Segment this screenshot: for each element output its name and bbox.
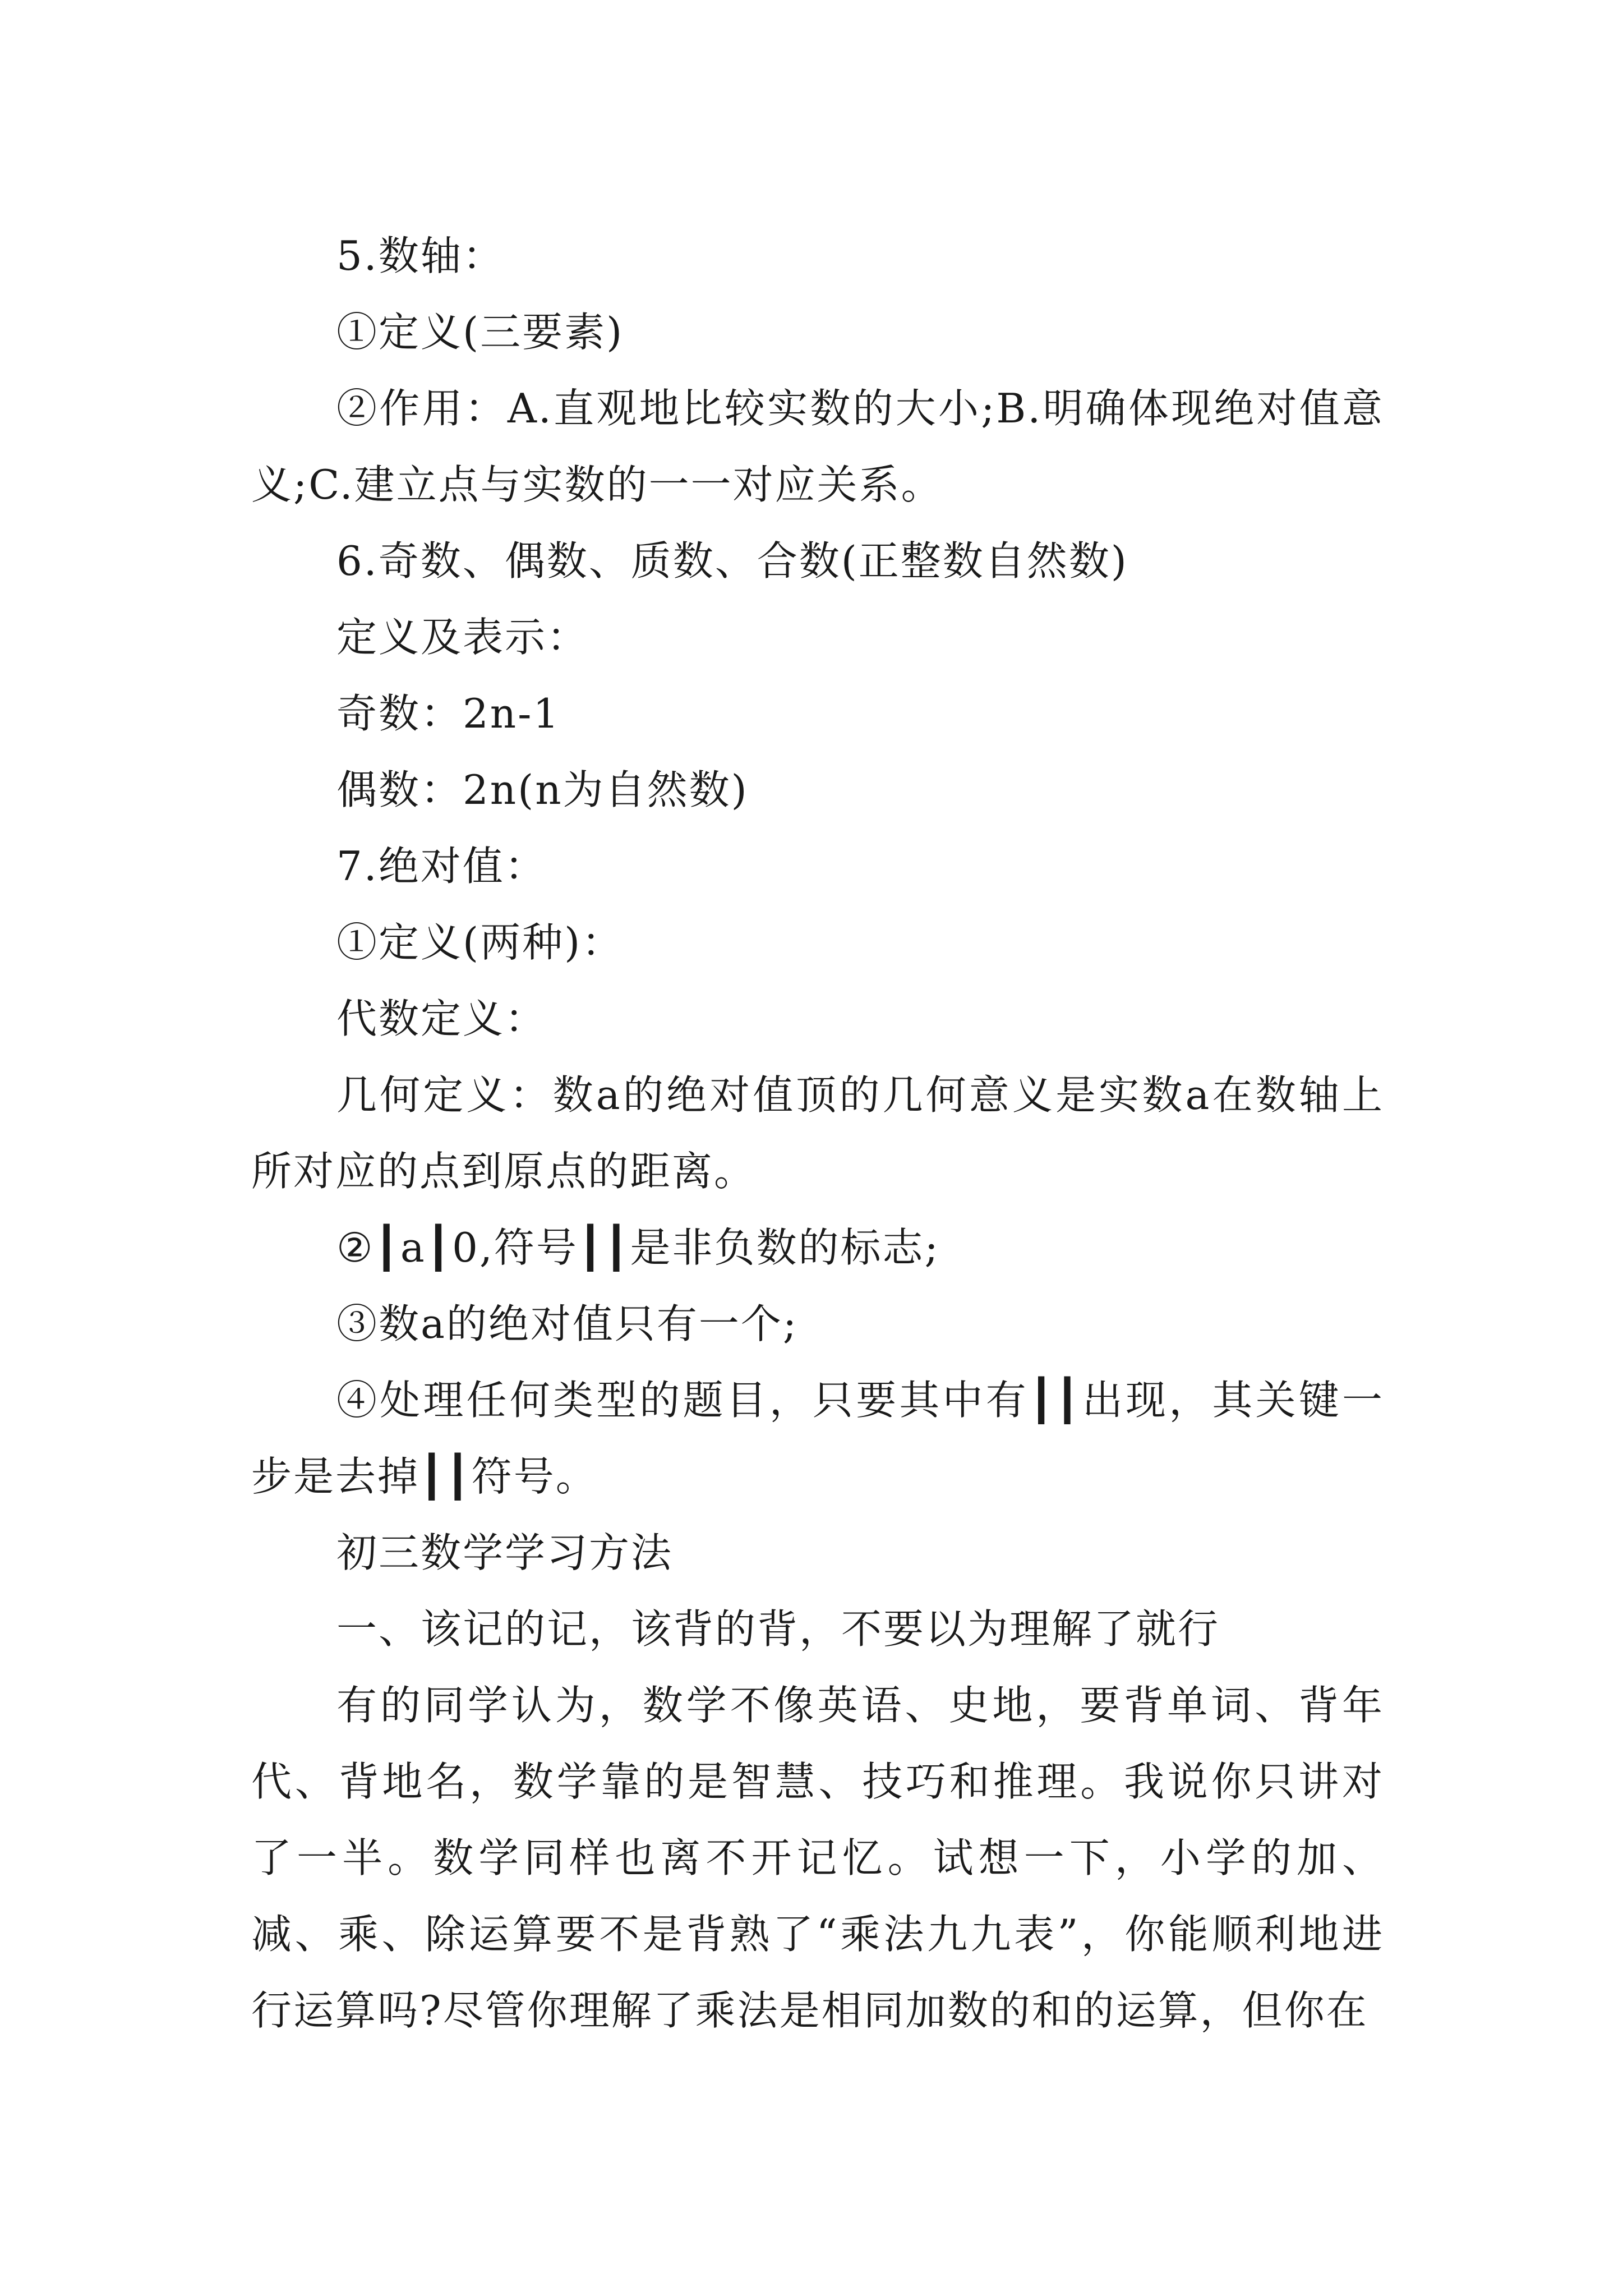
paragraph: ④处理任何类型的题目，只要其中有┃┃出现，其关键一步是去掉┃┃符号。 <box>251 1377 1384 1500</box>
paragraph: 代数定义： <box>336 995 547 1042</box>
heading-odd-even-numbers: 6.奇数、偶数、质数、合数(正整数自然数) <box>336 537 1128 585</box>
paragraph: 偶数：2n(n为自然数) <box>336 766 749 813</box>
heading-absolute-value: 7.绝对值： <box>336 843 547 890</box>
paragraph: 几何定义：数a的绝对值顶的几何意义是实数a在数轴上所对应的点到原点的距离。 <box>251 1071 1384 1195</box>
document-body <box>251 218 1384 2049</box>
paragraph: ①定义(三要素) <box>336 309 624 356</box>
paragraph: ①定义(两种)： <box>336 919 624 966</box>
paragraph: 有的同学认为，数学不像英语、史地，要背单词、背年代、背地名，数学靠的是智慧、技巧和推理。我说你只讲对了一半。数学同样也离不开记忆。试想一下，小学的加、减、乘、除运算要不是背熟了“乘法九九表”，你能顺利地进行运算吗?尽管你理解了乘法是相同加数的和的运算，但你在 <box>251 1682 1384 2034</box>
paragraph: 奇数：2n-1 <box>336 690 561 737</box>
section-title-study-methods: 初三数学学习方法 <box>336 1529 674 1576</box>
paragraph: ②作用：A.直观地比较实数的大小;B.明确体现绝对值意义;C.建立点与实数的一一对应关系。 <box>251 385 1384 508</box>
heading-number-line: 5.数轴： <box>336 232 505 279</box>
paragraph: 定义及表示： <box>336 614 589 661</box>
subheading-memorize: 一、该记的记，该背的背，不要以为理解了就行 <box>336 1605 1220 1653</box>
paragraph: ②┃a┃0,符号┃┃是非负数的标志; <box>336 1224 940 1271</box>
paragraph: ③数a的绝对值只有一个; <box>336 1300 799 1347</box>
